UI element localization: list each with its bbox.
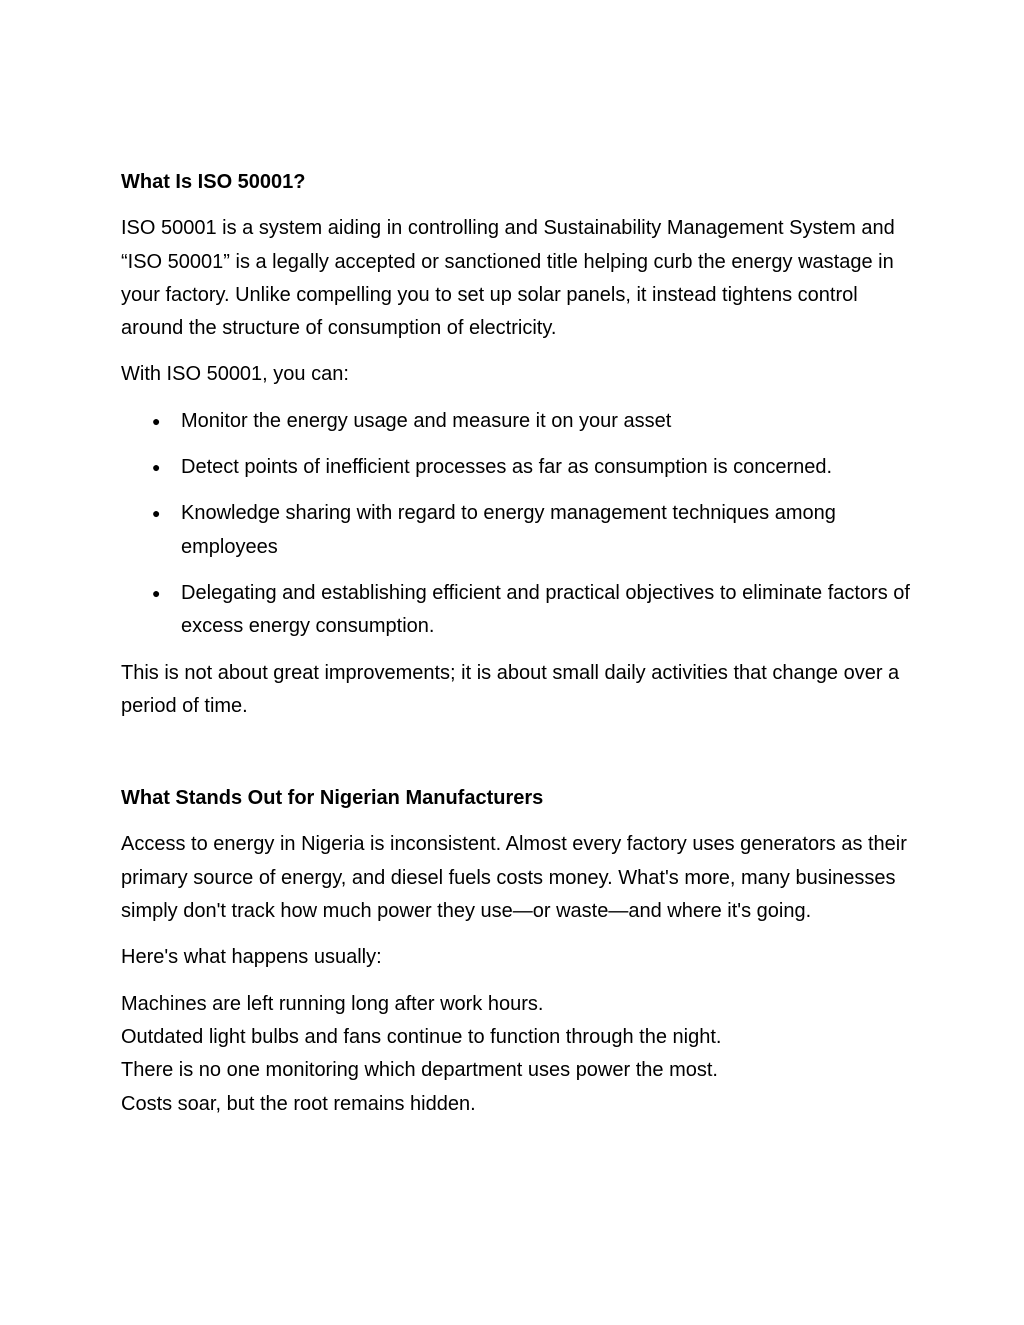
section-spacer [121, 736, 911, 782]
iso-50001-closing-paragraph: This is not about great improvements; it is about small daily activities that change over a period of time. [121, 661, 900, 717]
bullet-icon: ● [152, 459, 161, 476]
problem-line: Outdated light bulbs and fans continue to function through the night. [121, 1025, 722, 1048]
iso-50001-lead-text: With ISO 50001, you can: [121, 363, 349, 386]
nigeria-lead-text: Here's what happens usually: [121, 946, 382, 969]
nigeria-energy-intro-paragraph: Access to energy in Nigeria is inconsistent. Almost every factory uses generators as their primary source of energy, and diesel fuels costs money. What's more, many businesses simply don't track how much power they use—or waste—and where it's going. [121, 833, 907, 923]
common-problems-lines [121, 988, 911, 1121]
problem-line: There is no one monitoring which department uses power the most. [121, 1059, 718, 1082]
list-item-text: Monitor the energy usage and measure it on your asset [181, 409, 672, 432]
iso-50001-intro-paragraph: ISO 50001 is a system aiding in controlling and Sustainability Management System and “ISO 50001” is a legally accepted or sanctioned title helping curb the energy wastage in your factory. Unlike compelling you to set up solar panels, it instead tightens control around the structure of consumption of electricity. [121, 217, 895, 340]
document-page [121, 166, 911, 1134]
list-item [121, 405, 911, 438]
bullet-icon: ● [152, 584, 161, 601]
section-heading-iso-50001: What Is ISO 50001? [121, 171, 306, 193]
list-item-text: Knowledge sharing with regard to energy management techniques among employees [181, 502, 836, 558]
list-item-text: Delegating and establishing efficient and practical objectives to eliminate factors of excess energy consumption. [181, 581, 910, 638]
list-item [121, 497, 911, 564]
problem-line: Machines are left running long after work hours. [121, 992, 544, 1015]
section-heading-nigerian-manufacturers: What Stands Out for Nigerian Manufacturers [121, 787, 544, 810]
list-item-text: Detect points of inefficient processes as far as consumption is concerned. [181, 456, 833, 479]
problem-line: Costs soar, but the root remains hidden. [121, 1092, 476, 1115]
list-item [121, 577, 911, 644]
iso-50001-benefits-list [121, 405, 911, 644]
bullet-icon: ● [152, 412, 161, 429]
bullet-icon: ● [152, 505, 161, 522]
list-item [121, 451, 911, 484]
